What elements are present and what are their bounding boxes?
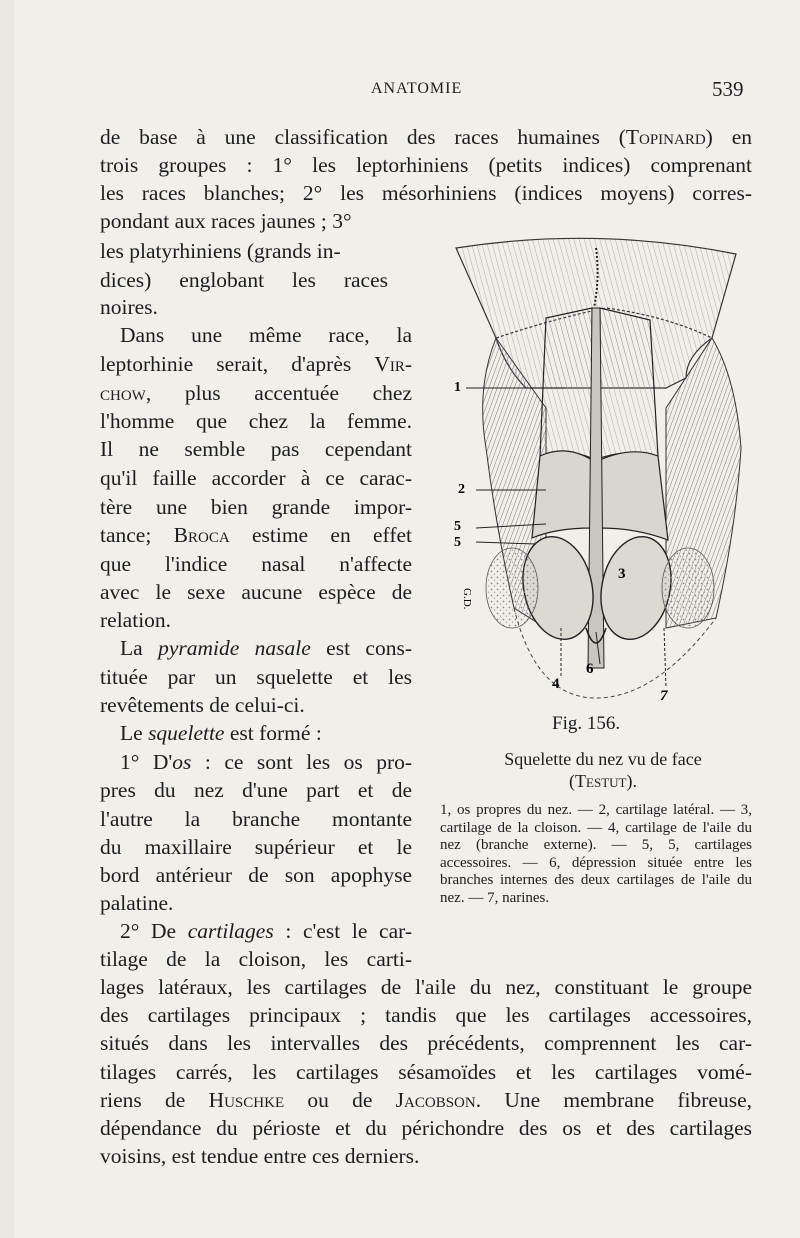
text-line: lages latéraux, les cartilages de l'aile du nez, constituant le groupe (100, 975, 752, 999)
text-line: 2° De cartilages : c'est le car- (120, 919, 413, 943)
text-line: voisins, est tendue entre ces derniers. (100, 1144, 420, 1168)
figure-marker-3: 3 (618, 566, 626, 582)
text-line: du maxillaire supérieur et le (100, 835, 412, 859)
text-line: tère une bien grande impor- (100, 495, 412, 519)
text-line: des cartilages principaux ; tandis que les cartilages accessoires, (100, 1003, 752, 1027)
figure-marker-1: 1 (454, 380, 461, 395)
text-line: palatine. (100, 891, 174, 915)
text-line: Dans une même race, la (120, 323, 412, 347)
text-line: de base à une classification des races humaines (Topinard) en (100, 125, 752, 149)
text-line: leptorhinie serait, d'après Vir- (100, 352, 412, 376)
text-line: les races blanches; 2° les mésorhiniens (indices moyens) corres- (100, 181, 752, 205)
illustrator-initials: G.D. (461, 588, 473, 610)
nose-skeleton-illustration (436, 228, 756, 702)
text-line: avec le sexe aucune espèce de (100, 580, 412, 604)
figure-caption: Squelette du nez vu de face (Testut). (458, 748, 748, 792)
text-line: pondant aux races jaunes ; 3° (100, 209, 352, 233)
term: pyramide nasale (158, 636, 311, 660)
text-line: dépendance du périoste et du périchondre des os et des cartilages (100, 1116, 752, 1140)
author-name: Vir- (374, 352, 412, 376)
text-line: revêtements de celui-ci. (100, 693, 305, 717)
author-name: chow (100, 381, 146, 405)
author-name: Broca (173, 523, 230, 547)
text-line: Le squelette est formé : (120, 721, 322, 745)
figure-marker-7: 7 (660, 688, 668, 702)
text-line: Il ne semble pas cependant (100, 437, 412, 461)
page-number: 539 (712, 77, 744, 101)
text-line: tance; Broca estime en effet (100, 523, 412, 547)
author-name: Topinard (625, 125, 706, 149)
text-line: bord antérieur de son apophyse (100, 863, 412, 887)
figure-marker-5a: 5 (454, 519, 461, 534)
text-line: dices) englobant les races (100, 268, 388, 292)
text-line: chow, plus accentuée chez (100, 381, 412, 405)
figure-marker-5b: 5 (454, 535, 461, 550)
term: os (172, 750, 192, 774)
text-line: pres du nez d'une part et de (100, 778, 412, 802)
text-line: noires. (100, 295, 158, 319)
term: cartilages (187, 919, 274, 943)
author-name: Jacobson (395, 1088, 476, 1112)
text-line: 1° D'os : ce sont les os pro- (120, 750, 413, 774)
text-line: riens de Huschke ou de Jacobson. Une membrane fibreuse, (100, 1088, 752, 1112)
text-line: l'homme que chez la femme. (100, 409, 412, 433)
text-line: tilages carrés, les cartilages sésamoïdes et les cartilages vomé- (100, 1060, 752, 1084)
text-line: l'autre la branche montante (100, 807, 412, 831)
figure-number: Fig. 156. (552, 713, 621, 734)
figure-marker-4: 4 (552, 676, 560, 692)
figure-marker-6: 6 (586, 661, 594, 677)
caption-author: (Testut). (569, 771, 637, 791)
running-header-title: ANATOMIE (371, 80, 463, 97)
term: squelette (148, 721, 225, 745)
text-line: tilage de la cloison, les carti- (100, 947, 412, 971)
text-line: que l'indice nasal n'affecte (100, 552, 412, 576)
text-line: les platyrhiniens (grands in- (100, 239, 341, 263)
text-line: relation. (100, 608, 172, 632)
text-line: situés dans les intervalles des précédents, comprennent les car- (100, 1031, 752, 1055)
text-line: La pyramide nasale est cons- (120, 636, 412, 660)
figure-marker-2: 2 (458, 482, 465, 497)
text-line: qu'il faille accorder à ce carac- (100, 466, 412, 490)
author-name: Huschke (208, 1088, 285, 1112)
figure-legend: 1, os propres du nez. — 2, cartilage latéral. — 3, cartilage de la cloison. — 4, cartilage de l'aile du nez (branche externe). — 5, 5, cartilages accessoires. — 6, dépression située entre les branches internes des deux cartilages de l'aile du nez. — 7, narines. (440, 802, 752, 906)
text-line: trois groupes : 1° les leptorhiniens (petits indices) comprenant (100, 153, 752, 177)
text-line: tituée par un squelette et les (100, 665, 412, 689)
